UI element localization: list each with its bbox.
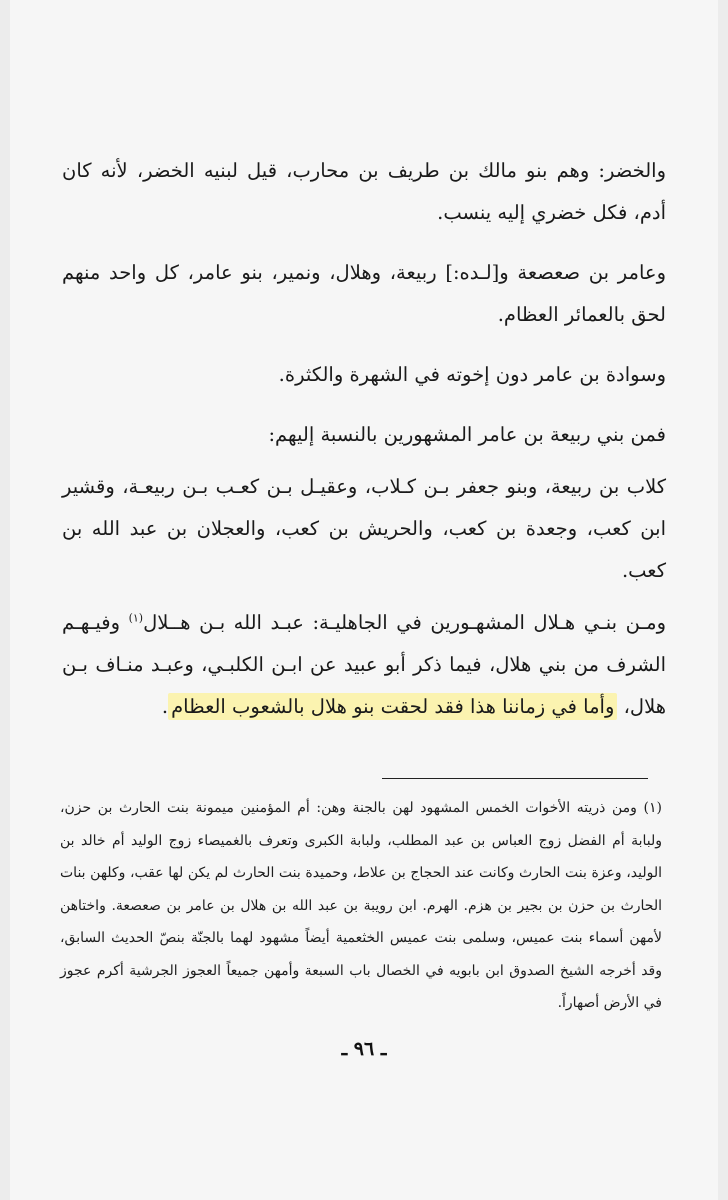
footnote-reference[interactable]: (١) bbox=[128, 611, 144, 625]
hilal-text-end: . bbox=[161, 695, 169, 718]
main-text bbox=[62, 150, 666, 746]
page-edge-right bbox=[718, 0, 728, 1200]
paragraph-kilab-list: كلاب بن ربيعة، وبنو جعفر بـن كـلاب، وعقيـل بـن كعـب بـن ربيعـة، وقشير ابن كعب، وجعدة بن كعب، والحريش بن كعب، والعجلان بن عبد الله بن كعب. bbox=[62, 475, 666, 582]
highlighted-sentence: وأما في زماننا هذا فقد لحقت بنو هلال بالشعوب العظام bbox=[168, 693, 617, 720]
hilal-text-start: ومـن بنـي هـلال المشهـورين في الجاهليـة: عبـد الله بـن هــلال bbox=[143, 611, 666, 634]
page-edge-left bbox=[0, 0, 10, 1200]
paragraph-amir-ibn-sasaa: وعامر بن صعصعة و[لـده:] ربيعة، وهلال، ونمير، بنو عامر، كل واحد منهم لحق بالعمائر العظام. bbox=[62, 261, 666, 326]
hilal-text-middle: وفيـهـم الشرف من بني هلال، فيما ذكر أبو عبيد عن ابـن الكلبـي، وعبـد منـاف بـن هلال، bbox=[62, 611, 666, 718]
paragraph-khudr: والخضر: وهم بنو مالك بن طريف بن محارب، قيل لبنيه الخضر، لأنه كان أدم، فكل خضري إليه ينسب. bbox=[62, 159, 666, 224]
paragraph-sawada: وسوادة بن عامر دون إخوته في الشهرة والكثرة. bbox=[278, 363, 666, 386]
footnote-separator bbox=[382, 778, 648, 779]
paragraph-rabia-intro: فمن بني ربيعة بن عامر المشهورين بالنسبة إليهم: bbox=[268, 423, 666, 446]
page-number: ـ ٩٦ ـ bbox=[341, 1038, 387, 1060]
paragraph-hilal bbox=[62, 602, 666, 728]
footnote-text: (١) ومن ذريته الأخوات الخمس المشهود لهن بالجنة وهن: أم المؤمنين ميمونة بنت الحارث بن حزن، ولبابة أم الفضل زوج العباس بن عبد المطلب، ولبابة الكبرى وتعرف بالغميصاء زوج الوليد أم خالد بن الوليد، وعزة بنت الحارث وكانت عند الحجاج بن علاط، وحميدة بنت الحارث لم يكن لها عقب، وكلهن بنات الحارث بن حزن بن بجير بن هزم. الهرم. ابن رويبة بن عبد الله بن هلال بن عامر بن صعصعة. واختاهن لأمهن أسماء بنت عميس، وسلمى بنت عميس الخثعمية أيضاً مشهود لهما بالجنّة بنصّ الحديث السابق، وقد أخرجه الشيخ الصدوق ابن بابويه في الخصال باب السبعة وأمهن جميعاً العجوز الجرشية أكرم عجوز في الأرض أصهاراً. bbox=[60, 800, 663, 1011]
